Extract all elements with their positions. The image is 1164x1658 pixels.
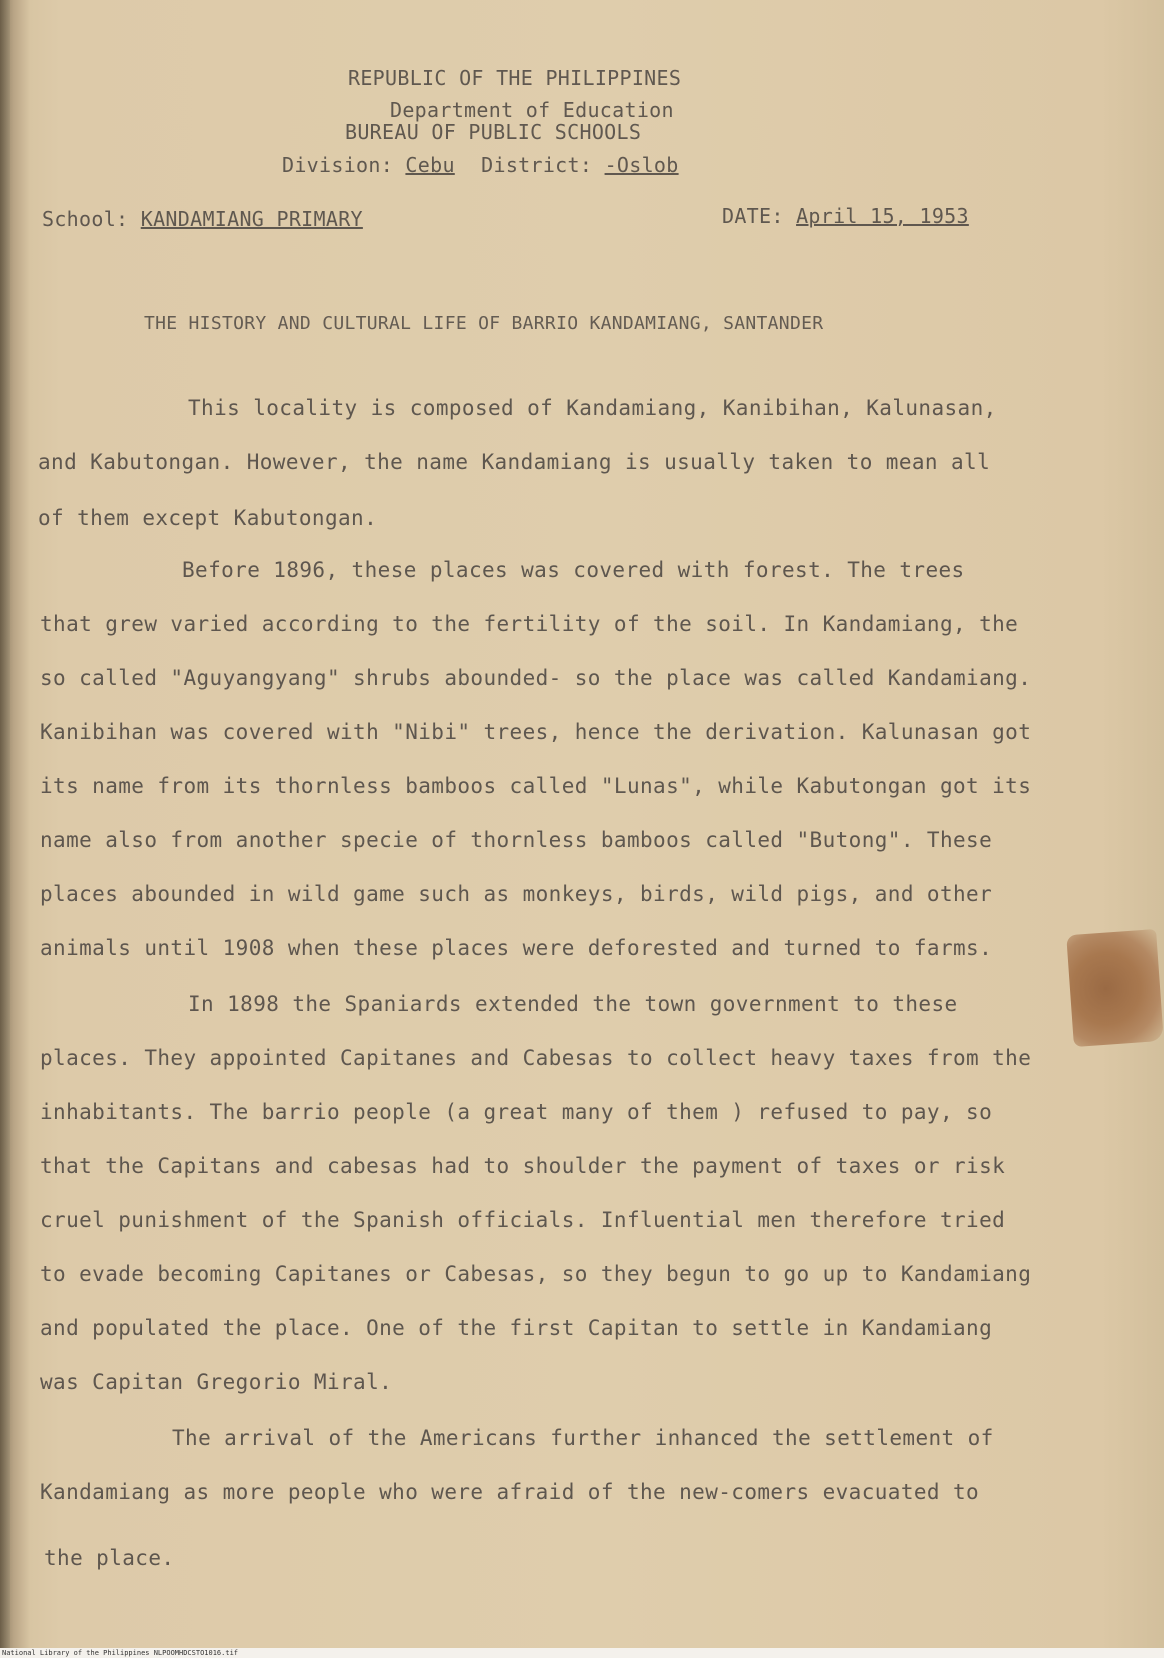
district-value: -Oslob — [604, 153, 679, 177]
body-line: Before 1896, these places was covered with forest. The trees — [182, 558, 965, 582]
paper-stain — [1066, 929, 1164, 1047]
body-line: inhabitants. The barrio people (a great many of them ) refused to pay, so — [40, 1100, 993, 1124]
page-spine-shadow — [0, 0, 10, 1658]
body-line: its name from its thornless bamboos called "Lunas", while Kabutongan got its — [40, 774, 1032, 798]
body-line: and Kabutongan. However, the name Kandamiang is usually taken to mean all — [38, 450, 991, 474]
district-label: District: — [481, 153, 593, 177]
date-value: April 15, 1953 — [796, 204, 969, 228]
division-district-line — [282, 153, 679, 177]
department-heading: Department of Education — [390, 98, 674, 122]
body-line: the place. — [44, 1546, 175, 1570]
body-line: so called "Aguyangyang" shrubs abounded- so the place was called Kandamiang. — [40, 666, 1032, 690]
body-line: places abounded in wild game such as monkeys, birds, wild pigs, and other — [40, 882, 993, 906]
school-value: KANDAMIANG PRIMARY — [140, 207, 363, 231]
archive-footer: National Library of the Philippines NLPOOMHDCSTO1016.tif — [0, 1648, 1164, 1658]
body-line: of them except Kabutongan. — [38, 506, 378, 530]
body-line: Kandamiang as more people who were afraid of the new-comers evacuated to — [40, 1480, 980, 1504]
school-label: School: — [42, 207, 129, 231]
date-line — [722, 204, 969, 228]
body-line: In 1898 the Spaniards extended the town government to these — [188, 992, 958, 1016]
republic-heading: REPUBLIC OF THE PHILIPPINES — [348, 66, 682, 90]
body-line: places. They appointed Capitanes and Cabesas to collect heavy taxes from the — [40, 1046, 1032, 1070]
body-line: cruel punishment of the Spanish officials. Influential men therefore tried — [40, 1208, 1006, 1232]
body-line: and populated the place. One of the first Capitan to settle in Kandamiang — [40, 1316, 993, 1340]
body-line: animals until 1908 when these places were deforested and turned to farms. — [40, 936, 993, 960]
body-line: Kanibihan was covered with "Nibi" trees, hence the derivation. Kalunasan got — [40, 720, 1032, 744]
body-line: that grew varied according to the fertility of the soil. In Kandamiang, the — [40, 612, 1019, 636]
date-label: DATE: — [722, 204, 784, 228]
body-line: to evade becoming Capitanes or Cabesas, so they begun to go up to Kandamiang — [40, 1262, 1032, 1286]
division-value: Cebu — [405, 153, 455, 177]
body-line: This locality is composed of Kandamiang, Kanibihan, Kalunasan, — [188, 396, 997, 420]
document-title: THE HISTORY AND CULTURAL LIFE OF BARRIO KANDAMIANG, SANTANDER — [144, 313, 824, 334]
body-line: that the Capitans and cabesas had to shoulder the payment of taxes or risk — [40, 1154, 1006, 1178]
body-line: name also from another specie of thornless bamboos called "Butong". These — [40, 828, 993, 852]
body-line: The arrival of the Americans further inhanced the settlement of — [172, 1426, 994, 1450]
body-line: was Capitan Gregorio Miral. — [40, 1370, 393, 1394]
bureau-heading: BUREAU OF PUBLIC SCHOOLS — [345, 120, 642, 144]
school-line — [42, 207, 363, 231]
division-label: Division: — [282, 153, 394, 177]
